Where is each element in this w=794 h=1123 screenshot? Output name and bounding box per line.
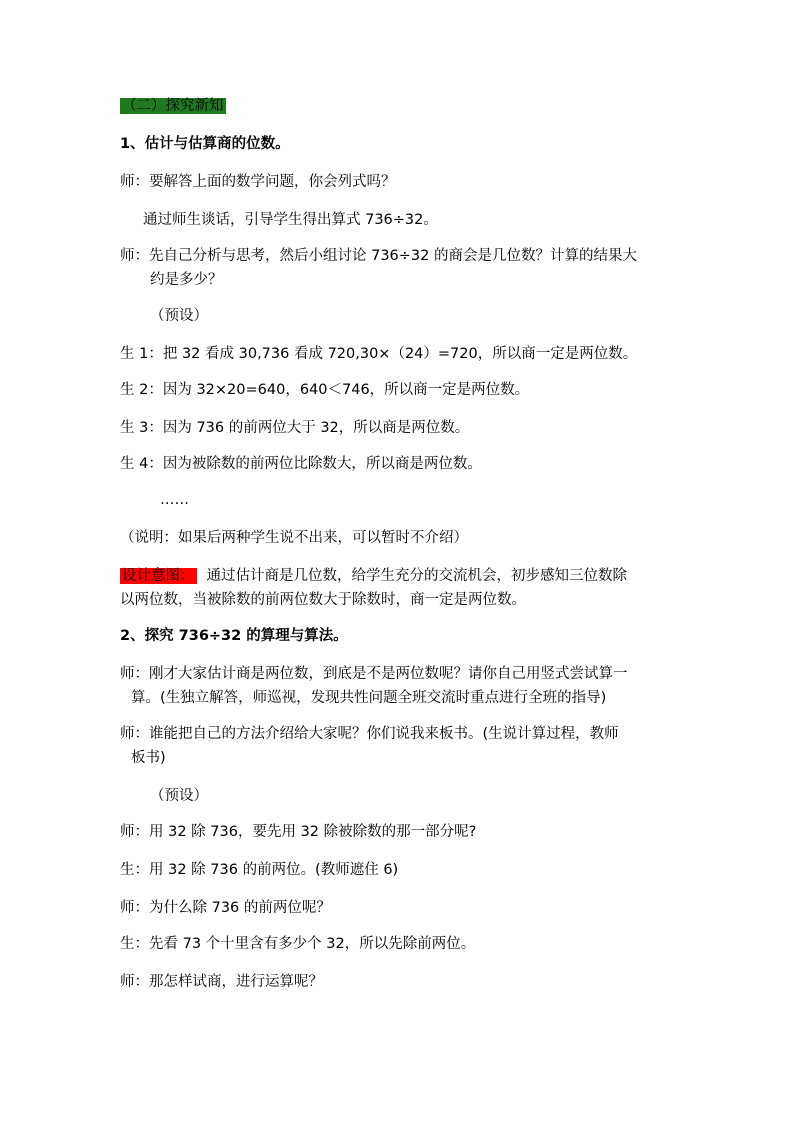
paragraph-continuation: 板书) [131, 750, 166, 766]
student-reply: 生：先看 73 个十里含有多少个 32，所以先除前两位。 [120, 936, 476, 952]
design-intent-line [120, 566, 627, 586]
paragraph: 师：谁能把自己的方法介绍给大家呢？你们说我来板书。(生说计算过程，教师 [120, 726, 619, 742]
paragraph-continuation: 算。(生独立解答，师巡视，发现共性问题全班交流时重点进行全班的指导) [131, 690, 607, 706]
student-answer-4: 生 4：因为被除数的前两位比除数大，所以商是两位数。 [120, 456, 482, 472]
teacher-question: 师：用 32 除 736，要先用 32 除被除数的那一部分呢? [120, 824, 477, 840]
section-tag-line [120, 96, 226, 116]
student-answer-2: 生 2：因为 32×20=640，640＜746，所以商一定是两位数。 [120, 382, 530, 398]
design-intent-tag: 设计意图： [122, 568, 195, 584]
heading-1: 1、估计与估算商的位数。 [120, 136, 290, 152]
section-tag: （二）探究新知 [122, 98, 224, 114]
design-intent-text: 通过估计商是几位数，给学生充分的交流机会，初步感知三位数除 [206, 568, 627, 584]
student-reply: 生：用 32 除 736 的前两位。(教师遮住 6) [120, 862, 399, 878]
ellipsis: …… [160, 492, 189, 508]
note: （说明：如果后两种学生说不出来，可以暂时不介绍） [120, 530, 468, 546]
preset-label: （预设） [150, 308, 208, 324]
paragraph: 师：先自己分析与思考，然后小组讨论 736÷32 的商会是几位数？计算的结果大 [120, 248, 637, 264]
paragraph-continuation: 约是多少？ [150, 272, 223, 288]
paragraph: 师：刚才大家估计商是两位数，到底是不是两位数呢？请你自己用竖式尝试算一 [120, 666, 628, 682]
student-answer-1: 生 1：把 32 看成 30,736 看成 720,30×（24）=720，所以商一定是两位数。 [120, 346, 638, 362]
teacher-question: 师：为什么除 736 的前两位呢？ [120, 900, 331, 916]
heading-2: 2、探究 736÷32 的算理与算法。 [120, 628, 348, 644]
paragraph-continuation: 以两位数，当被除数的前两位数大于除数时，商一定是两位数。 [120, 592, 526, 608]
teacher-question: 师：那怎样试商，进行运算呢？ [120, 974, 323, 990]
paragraph: 通过师生谈话，引导学生得出算式 736÷32。 [143, 212, 438, 228]
student-answer-3: 生 3：因为 736 的前两位大于 32，所以商是两位数。 [120, 420, 470, 436]
preset-label: （预设） [150, 788, 208, 804]
paragraph: 师：要解答上面的数学问题，你会列式吗？ [120, 174, 396, 190]
